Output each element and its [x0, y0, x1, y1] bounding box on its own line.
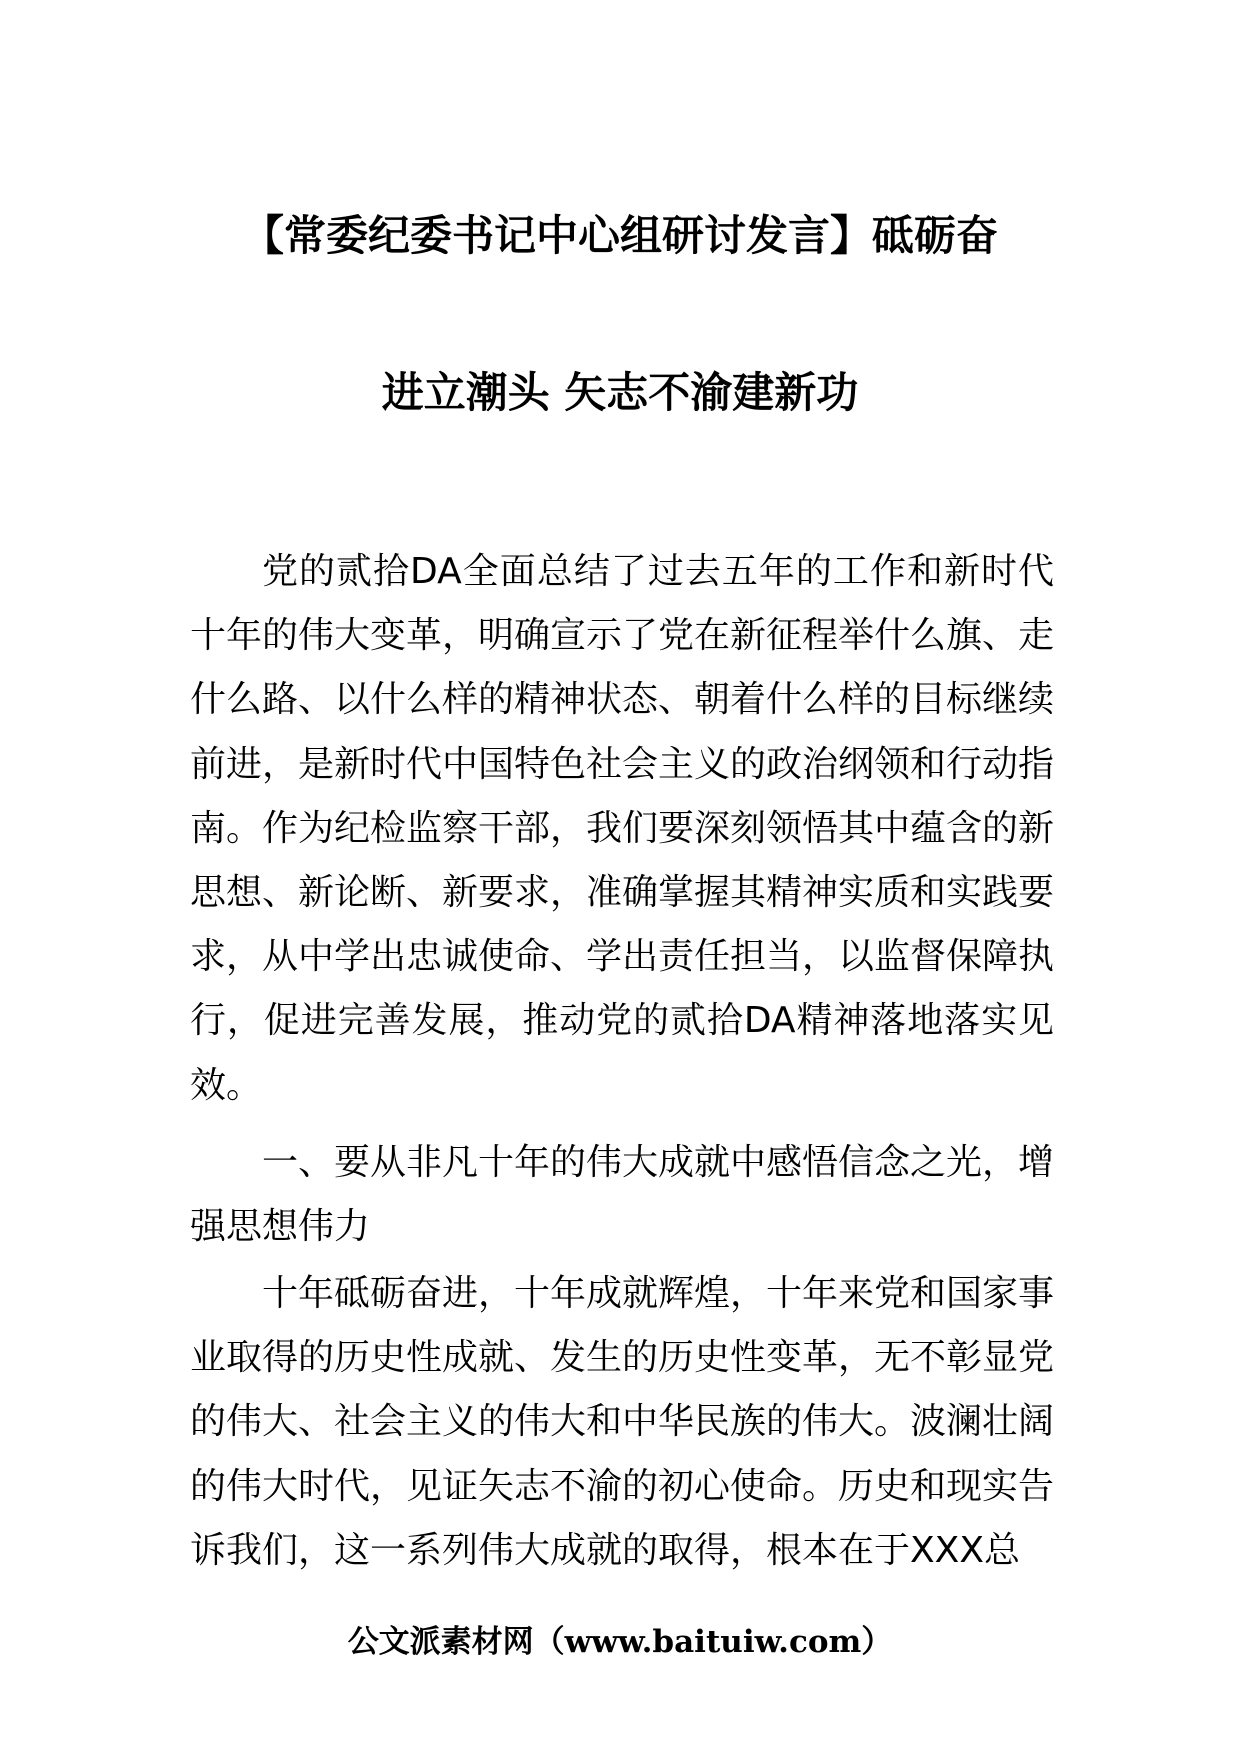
document-title-line-2: 进立潮头 矢志不渝建新功: [381, 368, 859, 417]
paragraph-text: 十年砥砺奋进，十年成就辉煌，十年来党和国家事业取得的历史性成就、发生的历史性变革，无不彰显党的伟大、社会主义的伟大和中华民族的伟大。波澜壮阔的伟大时代，见证矢志不渝的初心使命。历史和现实告诉我们，这一系列伟大成就的取得，根本在于XXX总: [190, 1273, 1055, 1571]
paragraph-text: 党的贰拾DA全面总结了过去五年的工作和新时代十年的伟大变革，明确宣示了党在新征程举什么旗、走什么路、以什么样的精神状态、朝着什么样的目标继续前进，是新时代中国特色社会主义的政治纲领和行动指南。作为纪检监察干部，我们要深刻领悟其中蕴含的新思想、新论断、新要求，准确掌握其精神实质和实践要求，从中学出忠诚使命、学出责任担当，以监督保障执行，促进完善发展，推动党的贰拾DA精神落地落实见效。: [190, 551, 1055, 1106]
section-heading-text: 一、要从非凡十年的伟大成就中感悟信念之光，增强思想伟力: [190, 1142, 1055, 1248]
body-paragraph-section-1: [190, 1262, 1054, 1583]
watermark-footer: 公文派素材网（www.baituiw.com）: [347, 1624, 893, 1660]
body-paragraph-intro: [190, 540, 1054, 1118]
document-title-line-1: 【常委纪委书记中心组研讨发言】砥砺奋: [241, 211, 998, 260]
section-heading-1: [190, 1131, 1054, 1259]
